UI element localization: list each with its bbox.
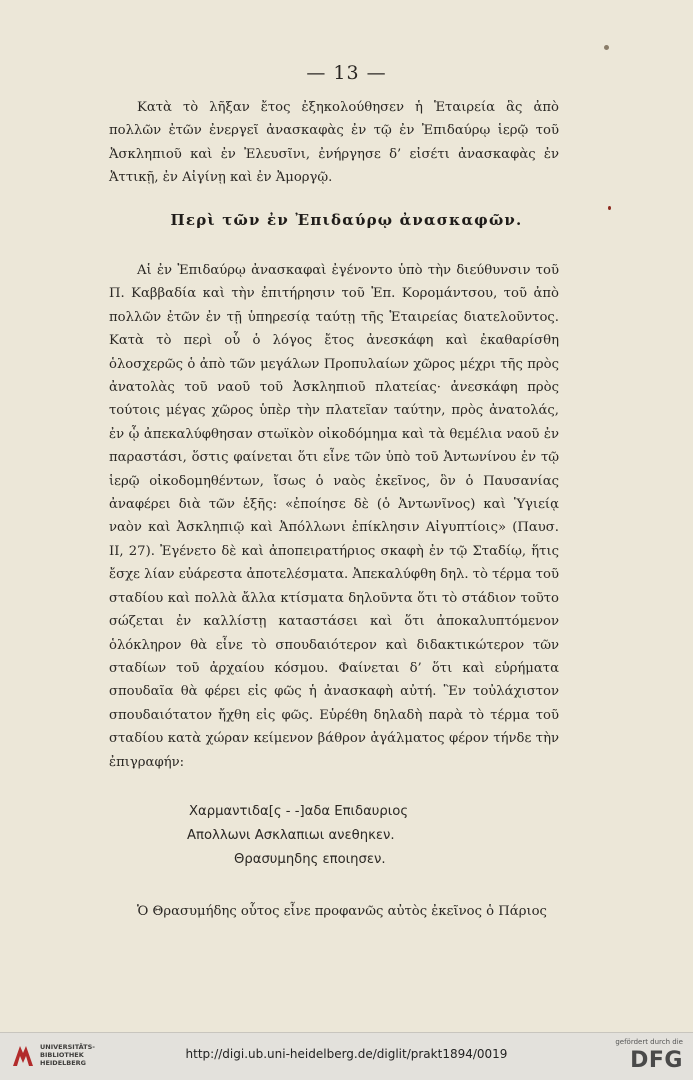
paper-spot (608, 206, 611, 210)
final-paragraph (109, 900, 559, 923)
inscription-line-1: Χαρμαντιδα[ς - -]αδα Επιδαυριος (189, 804, 409, 819)
paper-spot (604, 45, 609, 50)
university-name-line: UNIVERSITÄTS- (40, 1043, 95, 1051)
funded-by-label: gefördert durch die (615, 1038, 683, 1046)
inscription-line-2: Απολλωνι Ασκλαπιωι ανεθηκεν. (187, 828, 395, 843)
viewer-footer (0, 1032, 693, 1080)
section-heading: Περὶ τῶν ἐν Ἐπιδαύρῳ ἀνασκαφῶν. (170, 211, 523, 229)
university-name-line: HEIDELBERG (40, 1059, 87, 1067)
page-number: — 13 — (306, 62, 387, 84)
permalink-url[interactable]: http://digi.ub.uni-heidelberg.de/diglit/prakt1894/0019 (185, 1047, 508, 1061)
dfg-logo[interactable]: DFG (630, 1048, 683, 1073)
intro-paragraph (109, 96, 559, 190)
university-name-line: BIBLIOTHEK (40, 1051, 84, 1059)
body-paragraph (109, 259, 559, 774)
body-text: Αἱ ἐν Ἐπιδαύρῳ ἀνασκαφαὶ ἐγένοντο ὑπὸ τὴν διεύθυνσιν τοῦ Π. Καββαδία καὶ τὴν ἐπιτήρησιν τοῦ Ἐπ. Κορομάντσου, τοῦ ἀπὸ πολλῶν ἐτῶν ἐν τῇ ὑπηρεσίᾳ ταύτῃ τῆς Ἑταιρείας διατελοῦντος. Κατὰ τὸ περὶ οὗ ὁ λόγος ἔτος ἀνεσκάφη καὶ ἐκαθαρίσθη ὁλοσχερῶς ὁ ἀπὸ τῶν μεγάλων Προπυλαίων χῶρος μέχρι τῆς πρὸς ἀνατολὰς τοῦ ναοῦ τοῦ Ἀσκληπιοῦ πλατείας· ἀνεσκάφη πρὸς τούτοις μέγας χῶρος ὑπὲρ τὴν πλατεῖαν ταύτην, πρὸς ἀνατολάς, ἐν ᾧ ἀπεκαλύφθησαν στωϊκὸν οἰκοδόμημα καὶ τὰ θεμέλια ναοῦ ἐν παραστάσι, ὅστις φαίνεται ὅτι εἶνε τῶν ὑπὸ τοῦ Ἀντωνίνου ἐν τῷ ἱερῷ οἰκοδομηθέντων, ἴσως ὁ ναὸς ἐκεῖνος, ὃν ὁ Παυσανίας ἀναφέρει διὰ τῶν ἑξῆς: «ἐποίησε δὲ (ὁ Ἀντωνῖνος) καὶ Ὑγιείᾳ ναὸν καὶ Ἀσκληπιῷ καὶ Ἀπόλλωνι ἐπίκλησιν Αἰγυπτίοις» (Παυσ. ΙΙ, 27). Ἐγένετο δὲ καὶ ἀποπειρατήριος σκαφὴ ἐν τῷ Σταδίῳ, ἥτις ἔσχε λίαν εὐάρεστα ἀποτελέσματα. Ἀπεκαλύφθη δηλ. τὸ τέρμα τοῦ σταδίου καὶ πολλὰ ἄλλα κτίσματα δηλοῦντα ὅτι τὸ στάδιον τοῦτο σώζεται ἐν καλλίστῃ καταστάσει καὶ ὅτι ἀποκαλυπτόμενον ὁλόκληρον θὰ εἶνε τὸ σπουδαιότερον καὶ διδακτικώτερον τῶν σταδίων τοῦ ἀρχαίου κόσμου. Φαίνεται δ’ ὅτι καὶ εὑρήματα σπουδαῖα θὰ φέρει εἰς φῶς ἡ ἀνασκαφὴ αὐτή. Ἓν τοὐλάχιστον σπουδαιότατον ἤχθη εἰς φῶς. Εὑρέθη δηλαδὴ παρὰ τὸ τέρμα τοῦ σταδίου κατὰ χώραν κείμενον βάθρον ἀγάλματος φέρον τήνδε τὴν ἐπιγραφήν: (109, 263, 559, 770)
intro-text: Κατὰ τὸ λῆξαν ἔτος ἐξηκολούθησεν ἡ Ἑταιρεία ἃς ἀπὸ πολλῶν ἐτῶν ἐνεργεῖ ἀνασκαφὰς ἐν τῷ ἐν Ἐπιδαύρῳ ἱερῷ τοῦ Ἀσκληπιοῦ καὶ ἐν Ἐλευσῖνι, ἐνήργησε δ’ εἰσέτι ἀνασκαφὰς ἐν Ἀττικῇ, ἐν Αἰγίνῃ καὶ ἐν Ἀμοργῷ. (109, 100, 559, 186)
final-text: Ὁ Θρασυμήδης οὗτος εἶνε προφανῶς αὐτὸς ἐκεῖνος ὁ Πάριος (137, 904, 547, 919)
inscription-block (109, 800, 559, 872)
inscription-line-3: Θρασυμηδης εποιησεν. (234, 852, 386, 867)
